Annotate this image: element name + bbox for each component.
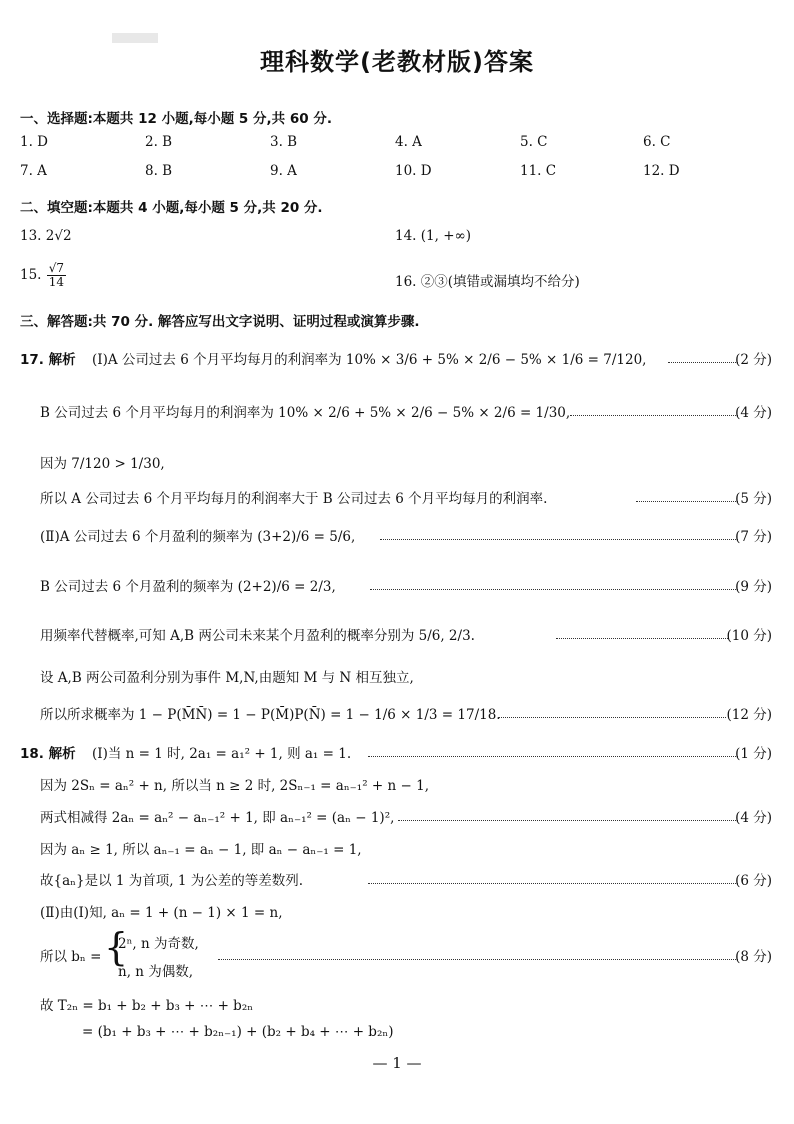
q17-line7: 用频率代替概率,可知 A,B 两公司未来某个月盈利的概率分别为 5/6, 2/3. bbox=[40, 628, 475, 644]
mc-answer: 1. D bbox=[20, 134, 48, 150]
q18-line2: 因为 2Sₙ = aₙ² + n, 所以当 n ≥ 2 时, 2Sₙ₋₁ = aₙ₋₁² + n − 1, bbox=[40, 778, 429, 794]
q17-line4: 所以 A 公司过去 6 个月平均每月的利润率大于 B 公司过去 6 个月平均每月的利润率. bbox=[40, 491, 548, 507]
mc-answer: 3. B bbox=[270, 134, 298, 150]
q17-line6: B 公司过去 6 个月盈利的频率为 (2+2)/6 = 2/3, bbox=[40, 579, 336, 595]
dot-leader bbox=[368, 756, 738, 757]
mc-answer: 8. B bbox=[145, 163, 173, 179]
q18-line7-lead: 所以 bₙ = bbox=[40, 949, 102, 965]
q18-line3: 两式相减得 2aₙ = aₙ² − aₙ₋₁² + 1, 即 aₙ₋₁² = (aₙ − 1)², bbox=[40, 810, 395, 826]
q17-score-2: (4 分) bbox=[735, 405, 772, 421]
section1-header: 一、选择题:本题共 12 小题,每小题 5 分,共 60 分. bbox=[20, 111, 332, 127]
q18-line4: 因为 aₙ ≥ 1, 所以 aₙ₋₁ = aₙ − 1, 即 aₙ − aₙ₋₁ = 1, bbox=[40, 842, 362, 858]
q18-line6: (Ⅱ)由(Ⅰ)知, aₙ = 1 + (n − 1) × 1 = n, bbox=[40, 905, 283, 921]
q17-score-3: (5 分) bbox=[735, 491, 772, 507]
mc-answer: 4. A bbox=[395, 134, 422, 150]
dot-leader bbox=[380, 539, 738, 540]
q17-line2: B 公司过去 6 个月平均每月的利润率为 10% × 2/6 + 5% × 2/6 − 5% × 2/6 = 1/30, bbox=[40, 405, 571, 421]
q18-line1: (Ⅰ)当 n = 1 时, 2a₁ = a₁² + 1, 则 a₁ = 1. bbox=[92, 746, 352, 762]
q17-line8: 设 A,B 两公司盈利分别为事件 M,N,由题知 M 与 N 相互独立, bbox=[40, 670, 414, 686]
answer-14: 14. (1, +∞) bbox=[395, 228, 472, 244]
q18-label: 18. 解析 bbox=[20, 746, 76, 762]
q18-score-1: (1 分) bbox=[735, 746, 772, 762]
answer-13: 13. 2√2 bbox=[20, 228, 72, 244]
mc-answer: 2. B bbox=[145, 134, 173, 150]
dot-leader bbox=[498, 717, 726, 718]
q18-score-3: (6 分) bbox=[735, 873, 772, 889]
dot-leader bbox=[570, 415, 738, 416]
answer-16: 16. ②③(填错或漏填均不给分) bbox=[395, 274, 580, 290]
q18-line5: 故{aₙ}是以 1 为首项, 1 为公差的等差数列. bbox=[40, 873, 303, 889]
q17-score-5: (9 分) bbox=[735, 579, 772, 595]
page-title: 理科数学(老教材版)答案 bbox=[260, 48, 534, 76]
answer-15 bbox=[20, 262, 67, 289]
dot-leader bbox=[370, 589, 738, 590]
dot-leader bbox=[668, 362, 738, 363]
dot-leader bbox=[556, 638, 728, 639]
piecewise-brace: { bbox=[104, 925, 129, 969]
q17-label: 17. 解析 bbox=[20, 352, 76, 368]
dot-leader bbox=[398, 820, 738, 821]
q17-line1: (Ⅰ)A 公司过去 6 个月平均每月的利润率为 10% × 3/6 + 5% × 2/6 − 5% × 1/6 = 7/120, bbox=[92, 352, 647, 368]
q18-case2: n, n 为偶数, bbox=[118, 964, 194, 980]
mc-answer: 10. D bbox=[395, 163, 432, 179]
mc-answer: 11. C bbox=[520, 163, 557, 179]
dot-leader bbox=[636, 501, 738, 502]
section3-header: 三、解答题:共 70 分. 解答应写出文字说明、证明过程或演算步骤. bbox=[20, 314, 420, 330]
q17-line5: (Ⅱ)A 公司过去 6 个月盈利的频率为 (3+2)/6 = 5/6, bbox=[40, 529, 356, 545]
mc-answer: 9. A bbox=[270, 163, 297, 179]
dot-leader bbox=[368, 883, 738, 884]
mc-answer: 7. A bbox=[20, 163, 47, 179]
mc-answer: 12. D bbox=[643, 163, 680, 179]
page-number: — 1 — bbox=[372, 1054, 422, 1072]
answer-15-fraction: $\frac{√7}{14}$ bbox=[48, 261, 65, 289]
section2-header: 二、填空题:本题共 4 小题,每小题 5 分,共 20 分. bbox=[20, 200, 323, 216]
dot-leader bbox=[218, 959, 738, 960]
q18-score-4: (8 分) bbox=[735, 949, 772, 965]
q17-line3: 因为 7/120 > 1/30, bbox=[40, 456, 165, 472]
q18-case1: 2ⁿ, n 为奇数, bbox=[118, 936, 199, 952]
q18-line9: = (b₁ + b₃ + ⋯ + b₂ₙ₋₁) + (b₂ + b₄ + ⋯ + b₂ₙ) bbox=[82, 1024, 394, 1040]
mc-answer: 6. C bbox=[643, 134, 671, 150]
q17-score-4: (7 分) bbox=[735, 529, 772, 545]
q17-line9: 所以所求概率为 1 − P(M̄N̄) = 1 − P(M̄)P(N̄) = 1 − 1/6 × 1/3 = 17/18. bbox=[40, 707, 501, 723]
mc-answer: 5. C bbox=[520, 134, 548, 150]
q17-score-7: (12 分) bbox=[726, 707, 772, 723]
q18-line8: 故 T₂ₙ = b₁ + b₂ + b₃ + ⋯ + b₂ₙ bbox=[40, 998, 254, 1014]
answer-15-label: 15. bbox=[20, 267, 42, 283]
q17-score-1: (2 分) bbox=[735, 352, 772, 368]
q17-score-6: (10 分) bbox=[726, 628, 772, 644]
q18-score-2: (4 分) bbox=[735, 810, 772, 826]
